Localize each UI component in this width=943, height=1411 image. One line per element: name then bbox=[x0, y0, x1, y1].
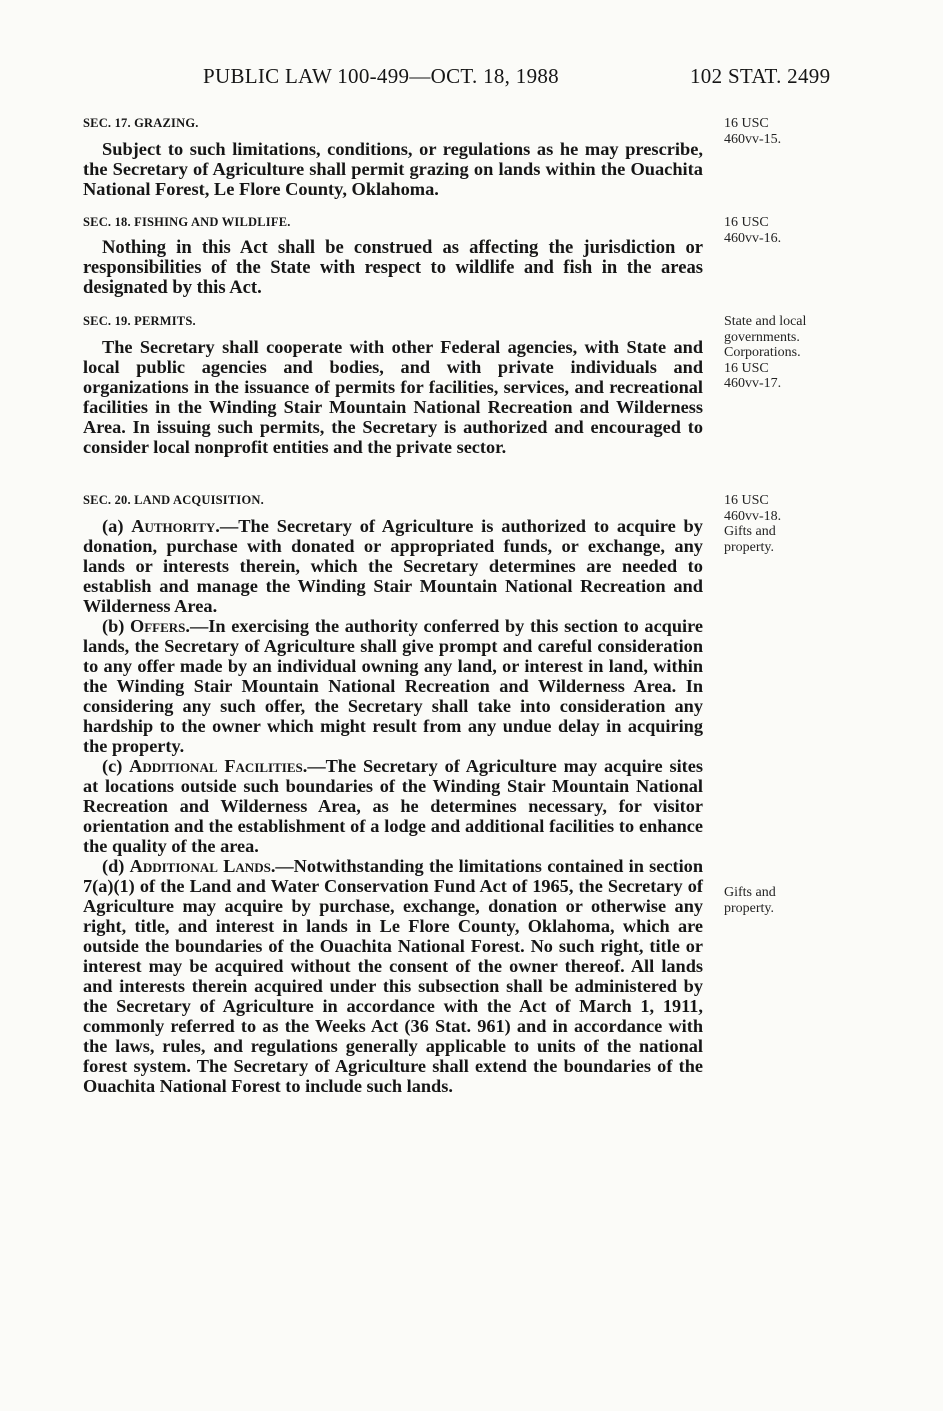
page-header-right: 102 STAT. 2499 bbox=[690, 64, 831, 88]
margin-note bbox=[724, 885, 844, 916]
subsection-label: (b) bbox=[102, 616, 131, 636]
margin-note-line: 460vv-16. bbox=[724, 230, 782, 246]
margin-note-line: 16 USC bbox=[724, 116, 769, 131]
margin-note-line: State and local bbox=[724, 314, 807, 329]
subsection-label: (a) bbox=[102, 516, 132, 536]
subsection-text: —The Secretary of Agriculture may acquire sites at locations outside such boundaries of the Winding Stair Mountain National Recreation and Wilderness Area, as he determines necessary, for visitor orientation and the establishment of a lodge and additional facilities to enhance the quality of the area. bbox=[83, 756, 703, 856]
margin-note-line: Gifts and bbox=[724, 885, 776, 900]
section-heading: SEC. 20. LAND ACQUISITION. bbox=[83, 493, 264, 507]
margin-note bbox=[724, 314, 844, 392]
section-19 bbox=[83, 314, 703, 457]
section-heading: SEC. 17. GRAZING. bbox=[83, 116, 199, 130]
subsection-d bbox=[83, 856, 703, 1096]
subsection-heading: Additional Facilities. bbox=[129, 756, 308, 776]
margin-note bbox=[724, 116, 844, 147]
subsection-label: (c) bbox=[102, 756, 130, 776]
page-header-left: PUBLIC LAW 100-499—OCT. 18, 1988 bbox=[203, 64, 559, 88]
subsection-heading: Offers. bbox=[130, 616, 190, 636]
margin-note bbox=[724, 215, 844, 246]
subsection-heading: Authority. bbox=[131, 516, 220, 536]
margin-note-line: Gifts and bbox=[724, 524, 776, 539]
section-paragraph: Subject to such limitations, conditions, or regulations as he may prescribe, the Secretary of Agriculture shall permit grazing on lands within the Ouachita National Forest, Le Flore County, Oklahoma. bbox=[83, 139, 703, 199]
margin-note-line: 16 USC bbox=[724, 215, 769, 230]
subsection-c bbox=[83, 756, 703, 856]
margin-note-line: 460vv-18. bbox=[724, 508, 782, 524]
section-heading: SEC. 19. PERMITS. bbox=[83, 314, 196, 328]
section-20 bbox=[83, 493, 703, 1096]
margin-note-line: 16 USC bbox=[724, 360, 769, 376]
margin-note-line: Corporations. bbox=[724, 345, 801, 360]
margin-note-line: property. bbox=[724, 539, 775, 555]
section-heading: SEC. 18. FISHING AND WILDLIFE. bbox=[83, 215, 291, 229]
subsection-heading: Additional Lands. bbox=[129, 856, 276, 876]
margin-note-line: 460vv-15. bbox=[724, 131, 782, 147]
section-paragraph: The Secretary shall cooperate with other Federal agencies, with State and local public agencies and bodies, and with private individuals and organizations in the issuance of permits for facilities, services, and recreational facilities in the Winding Stair Mountain National Recreation and Wilderness Area. In issuing such permits, the Secretary is authorized and encouraged to consider local nonprofit entities and the private sector. bbox=[83, 337, 703, 457]
margin-note-line: 16 USC bbox=[724, 493, 769, 508]
section-17 bbox=[83, 116, 703, 199]
subsection-label: (d) bbox=[102, 856, 130, 876]
margin-note-line: property. bbox=[724, 900, 775, 916]
subsection-text: —Notwithstanding the limitations contained in section 7(a)(1) of the Land and Water Conservation Fund Act of 1965, the Secretary of Agriculture may acquire by purchase, exchange, donation or otherwise any right, title, and interest in lands in Le Flore County, Oklahoma, which are outside the boundaries of the Ouachita National Forest. No such right, title or interest may be acquired without the consent of the owner thereof. All lands and interests therein acquired under this subsection shall be administered by the Secretary of Agriculture in accordance with the Act of March 1, 1911, commonly referred to as the Weeks Act (36 Stat. 961) and in accordance with the laws, rules, and regulations generally applicable to units of the national forest system. The Secretary of Agriculture shall extend the boundaries of the Ouachita National Forest to include such lands. bbox=[83, 856, 703, 1096]
section-paragraph: Nothing in this Act shall be construed as affecting the jurisdiction or responsibilities of the State with respect to wildlife and fish in the areas designated by this Act. bbox=[83, 237, 703, 298]
margin-note-line: 460vv-17. bbox=[724, 376, 782, 391]
subsection-b bbox=[83, 616, 703, 756]
margin-note-line: governments. bbox=[724, 329, 800, 345]
margin-note bbox=[724, 493, 844, 555]
subsection-a bbox=[83, 516, 703, 616]
section-18 bbox=[83, 215, 703, 298]
subsection-text: —In exercising the authority conferred by this section to acquire lands, the Secretary of Agriculture shall give prompt and careful consideration to any offer made by an individual owning any land, or interest in land, within the Winding Stair Mountain National Recreation and Wilderness Area. In considering any such offer, the Secretary shall take into consideration any hardship to the owner which might result from any undue delay in acquiring the property. bbox=[83, 616, 703, 756]
subsection-text: —The Secretary of Agriculture is authorized to acquire by donation, purchase with donated or appropriated funds, or exchange, any lands or interests therein, which the Secretary determines are needed to establish and manage the Winding Stair Mountain National Recreation and Wilderness Area. bbox=[83, 516, 703, 616]
